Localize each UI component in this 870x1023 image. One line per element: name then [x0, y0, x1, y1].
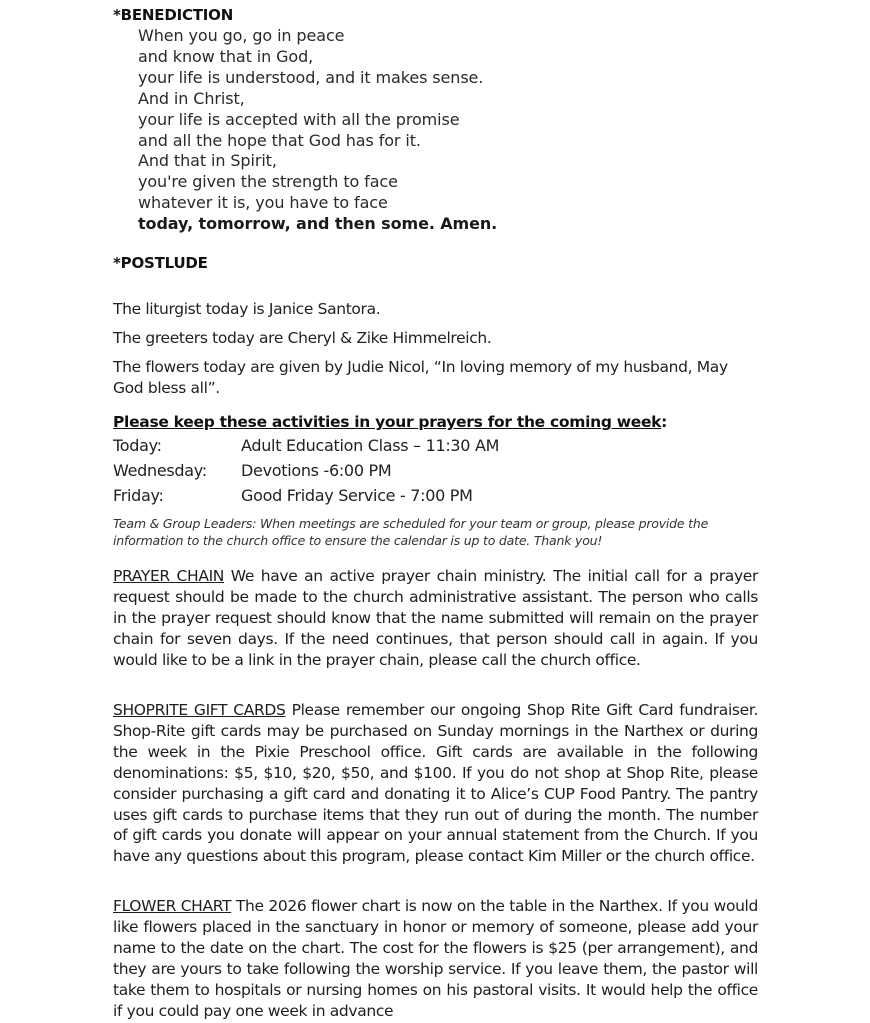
shoprite-label: SHOPRITE GIFT CARDS — [113, 701, 286, 719]
activity-event: Devotions -6:00 PM — [241, 461, 392, 480]
benediction-verse — [138, 26, 497, 235]
verse-line: whatever it is, you have to face — [138, 193, 388, 213]
verse-line: And in Christ, — [138, 88, 245, 108]
verse-line: you're given the strength to face — [138, 172, 398, 192]
activity-event: Good Friday Service - 7:00 PM — [241, 486, 473, 505]
liturgist-announcement: The liturgist today is Janice Santora. — [113, 300, 381, 318]
activities-title — [113, 412, 667, 432]
verse-line: When you go, go in peace — [138, 26, 345, 45]
activity-day: Wednesday: — [113, 461, 207, 480]
verse-line: your life is understood, and it makes sense. — [138, 67, 484, 87]
activity-event: Adult Education Class – 11:30 AM — [241, 436, 500, 455]
prayer-chain-text: We have an active prayer chain ministry. The initial call for a prayer request should be made to the church administrative assistant. The person who calls in the prayer request should know that the name submitted will remain on the prayer chain for seven days. If the need continues, that person should call in again. If you would like to be a link in the prayer chain, please call the church office. — [113, 567, 758, 669]
verse-line: and all the hope that God has for it. — [138, 130, 421, 150]
shoprite-text: Please remember our ongoing Shop Rite Gift Card fundraiser. Shop-Rite gift cards may be purchased on Sunday mornings in the Narthex or during the week in the Pixie Preschool office. Gift cards are available in the following denominations: $5, $10, $20, $50, and $100. If you do not shop at Shop Rite, please consider purchasing a gift card and donating it to Alice’s CUP Food Pantry. The pantry uses gift cards to purchase items that they run out of during the month. The number of gift cards you donate will appear on your annual statement from the Church. If you have any questions about this program, please contact Kim Miller or the church office. — [113, 701, 759, 866]
flower-chart-text: The 2026 flower chart is now on the table in the Narthex. If you would like flowers placed in the sanctuary in honor or memory of someone, please add your name to the date on the chart. The cost for the flowers is $25 (per arrangement), and they are yours to take following the worship service. If you leave them, the pastor will take them to hospitals or nursing homes on his pastoral visits. It would help the office if you could pay one week in advance — [113, 897, 758, 1020]
activities-title-text: Please keep these activities in your prayers for the coming week — [113, 413, 662, 431]
flower-chart-section — [113, 896, 758, 1021]
verse-line: And that in Spirit, — [138, 151, 277, 171]
greeters-announcement: The greeters today are Cheryl & Zike Himmelreich. — [113, 329, 492, 347]
team-leaders-note: Team & Group Leaders: When meetings are scheduled for your team or group, please provide the information to the church office to ensure the calendar is up to date. Thank you! — [113, 516, 709, 548]
activity-day: Today: — [113, 436, 162, 455]
activity-day: Friday: — [113, 486, 164, 505]
flowers-announcement: The flowers today are given by Judie Nicol, “In loving memory of my husband, May God bless all”. — [113, 358, 728, 397]
verse-line: and know that in God, — [138, 46, 314, 66]
postlude-heading: *POSTLUDE — [113, 254, 208, 272]
prayer-chain-section — [113, 566, 758, 671]
shoprite-section — [113, 700, 758, 867]
flower-chart-label: FLOWER CHART — [113, 897, 232, 915]
activities-title-colon: : — [661, 413, 668, 431]
benediction-heading: *BENEDICTION — [113, 6, 234, 24]
verse-line: your life is accepted with all the promise — [138, 109, 460, 129]
prayer-chain-label: PRAYER CHAIN — [113, 567, 225, 585]
verse-line-amen: today, tomorrow, and then some. Amen. — [138, 214, 498, 234]
